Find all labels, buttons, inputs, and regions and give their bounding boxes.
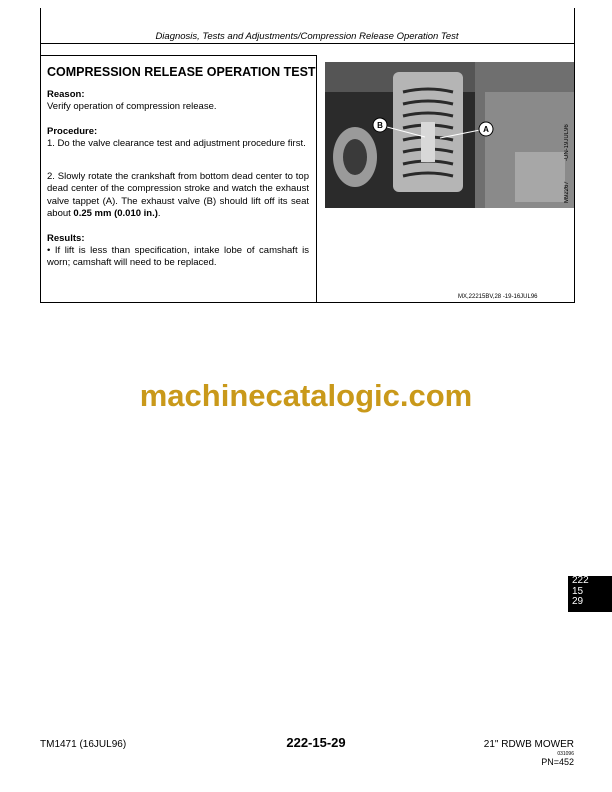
- results-label: Results:: [47, 233, 85, 244]
- section-bottom-rule: [40, 302, 575, 303]
- page-header-title: Diagnosis, Tests and Adjustments/Compression Release Operation Test: [155, 31, 459, 42]
- footer-page-number: 222-15-29: [286, 735, 346, 750]
- section-box-left: [40, 55, 41, 303]
- engine-valve-illustration: [325, 62, 574, 208]
- section-box-right: [316, 55, 317, 303]
- callout-a: A: [483, 125, 489, 134]
- section-tab: [568, 576, 612, 612]
- figure-date-code: -UN-19JUL96: [564, 124, 570, 161]
- procedure-step-2-spec: 0.25 mm (0.010 in.): [73, 207, 158, 219]
- figure-reference: MX,22215BV,28 -19-16JUL96: [458, 294, 538, 300]
- reason-label: Reason:: [47, 89, 85, 100]
- procedure-step-2: [47, 171, 309, 220]
- footer-product-name: 21" RDWB MOWER: [483, 739, 574, 750]
- procedure-label: Procedure:: [47, 126, 98, 137]
- results-text: • If lift is less than specification, intake lobe of camshaft is worn; camshaft will need to be replaced.: [47, 245, 309, 269]
- procedure-step-2-text: 2. Slowly rotate the crankshaft from bottom dead center to top dead center of the compression stroke and watch the exhaust valve tappet (A). The exhaust valve (B) should lift off its seat about: [47, 171, 309, 219]
- tab-line-1: 222: [572, 575, 589, 586]
- section-box-top: [40, 55, 317, 56]
- procedure-step-1: 1. Do the valve clearance test and adjustment procedure first.: [47, 138, 306, 149]
- frame-right-rule: [574, 8, 575, 303]
- procedure-step-2-end: .: [157, 207, 161, 219]
- section-title: COMPRESSION RELEASE OPERATION TEST: [47, 65, 316, 79]
- tab-line-2: 15: [572, 585, 584, 597]
- tab-line-3: 29: [572, 596, 584, 607]
- watermark-text: machinecatalogic.com: [139, 378, 473, 413]
- reason-text: Verify operation of compression release.: [47, 101, 217, 112]
- footer-date-code: 031096: [557, 751, 574, 757]
- footer-manual-id: TM1471 (16JUL96): [40, 739, 127, 750]
- footer-pn: PN=452: [541, 757, 574, 767]
- compression-release-photo: [325, 62, 574, 208]
- header-rule: [40, 43, 575, 44]
- callout-b: B: [377, 121, 383, 130]
- figure-code: M92267: [564, 181, 570, 203]
